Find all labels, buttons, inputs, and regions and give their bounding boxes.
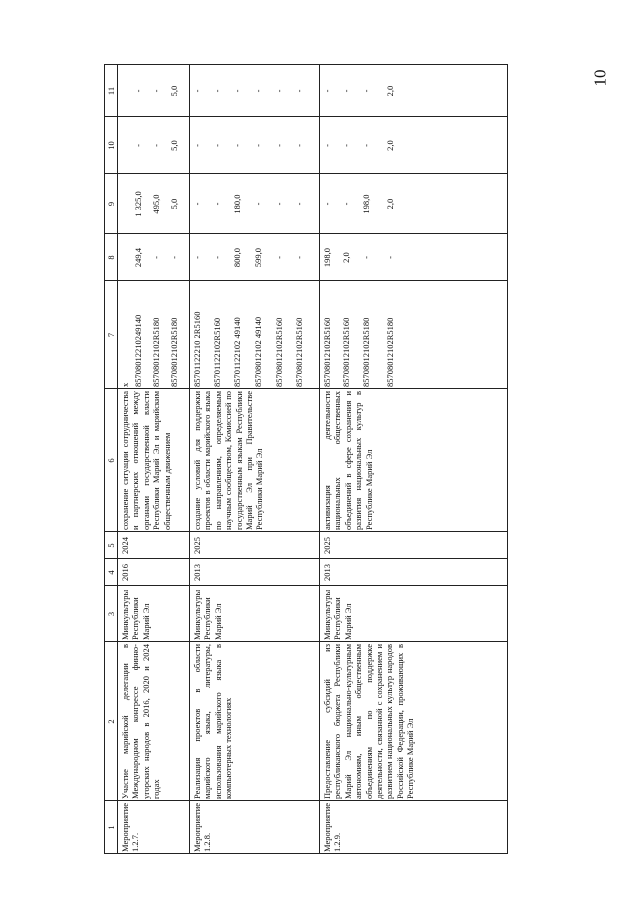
budget-value: - bbox=[274, 202, 284, 206]
budget-value: - bbox=[322, 89, 332, 93]
budget-value: - bbox=[212, 144, 222, 147]
budget-value: 495,0 bbox=[151, 194, 161, 214]
row-executor: Минкультуры Республики Марий Эл bbox=[120, 589, 151, 640]
budget-value: - bbox=[253, 89, 263, 93]
budget-value: - bbox=[151, 89, 161, 93]
row-end-year: 2025 bbox=[322, 537, 332, 554]
table-bottom-border bbox=[507, 64, 508, 854]
budget-value: 249,4 bbox=[133, 247, 143, 268]
budget-value: - bbox=[253, 202, 263, 206]
budget-value: - bbox=[151, 256, 161, 259]
budget-value: 800,0 bbox=[232, 247, 242, 268]
row-end-year: 2025 bbox=[192, 537, 202, 554]
budget-value: - bbox=[192, 256, 202, 259]
budget-value: - bbox=[212, 256, 222, 259]
budget-code: 85708012102R5160 bbox=[341, 317, 351, 387]
col-border-11 bbox=[104, 64, 508, 65]
budget-value: 2,0 bbox=[385, 198, 395, 210]
col-border-8 bbox=[104, 233, 508, 234]
budget-value: - bbox=[133, 89, 143, 93]
budget-value: - bbox=[192, 144, 202, 147]
budget-value: - bbox=[253, 144, 263, 147]
col-border-10 bbox=[104, 116, 508, 117]
col-border-0 bbox=[104, 853, 508, 854]
column-number: 1 bbox=[106, 825, 116, 830]
budget-code: 85708012102R5180 bbox=[169, 317, 179, 387]
table-top-border bbox=[104, 64, 105, 854]
budget-value: 5,0 bbox=[169, 198, 179, 210]
budget-value: - bbox=[341, 202, 351, 206]
budget-value: - bbox=[294, 89, 304, 93]
row-start-year: 2013 bbox=[322, 564, 332, 581]
column-number: 4 bbox=[106, 570, 116, 575]
row-start-year: 2013 bbox=[192, 564, 202, 581]
budget-value: - bbox=[341, 89, 351, 93]
row-end-year: 2024 bbox=[120, 537, 130, 554]
budget-code: 85708012102R5160 bbox=[294, 317, 304, 387]
budget-value: - bbox=[232, 89, 242, 93]
column-number: 9 bbox=[106, 201, 116, 207]
row-result: создание условий для поддержки проектов в области марийского языка по направлениям, определяемым научным сообществом, Комиссией по государственным языкам Республики Марий Эл при Правительстве Республики Марий Эл bbox=[192, 391, 265, 530]
budget-value: - bbox=[232, 144, 242, 147]
rotated-table bbox=[104, 64, 508, 854]
budget-value: - bbox=[274, 89, 284, 93]
row-start-year: 2016 bbox=[120, 564, 130, 581]
column-number: 11 bbox=[106, 86, 116, 96]
budget-value: 1 325,0 bbox=[133, 191, 143, 217]
budget-value: - bbox=[322, 144, 332, 147]
column-number: 10 bbox=[106, 141, 116, 150]
col-border-1 bbox=[104, 800, 508, 801]
budget-table bbox=[104, 64, 639, 852]
column-number: 6 bbox=[106, 458, 116, 463]
row-name: Предоставление субсидий из республиканского бюджета Республики Марий Эл национально-культурным автономиям, иным общественным объединениям по поддержке деятельности, связанной с сохранением и развитием национальных культур народов Российской Федерации, проживающих в Республике Марий Эл bbox=[322, 644, 416, 799]
column-number: 3 bbox=[106, 611, 116, 617]
budget-value: 5,0 bbox=[169, 85, 179, 97]
row-divider-1 bbox=[189, 64, 190, 854]
budget-value: 180,0 bbox=[232, 194, 242, 214]
budget-value: - bbox=[169, 256, 179, 259]
budget-code: 85708012102R5180 bbox=[151, 317, 161, 387]
column-number: 7 bbox=[106, 332, 116, 338]
col-border-9 bbox=[104, 173, 508, 174]
budget-value: 2,0 bbox=[385, 85, 395, 97]
budget-value: - bbox=[322, 202, 332, 206]
row-id: Мероприятие 1.2.8. bbox=[192, 802, 213, 852]
column-number: 5 bbox=[106, 543, 116, 548]
budget-code: 85708012102R5160 bbox=[322, 317, 332, 387]
budget-code: 85708012102R5180 bbox=[385, 317, 395, 387]
col-border-4 bbox=[104, 558, 508, 559]
budget-value: - bbox=[294, 256, 304, 259]
budget-value: 5,0 bbox=[169, 140, 179, 151]
budget-value: - bbox=[361, 89, 371, 93]
row-executor: Минкультуры Республики Марий Эл bbox=[322, 589, 353, 640]
budget-value: - bbox=[133, 144, 143, 147]
budget-code: 85701122210 2R5160 bbox=[192, 311, 202, 387]
budget-value: 599,0 bbox=[253, 247, 263, 268]
budget-value: - bbox=[361, 144, 371, 147]
budget-code: 85708012102R5160 bbox=[274, 317, 284, 387]
column-number: 8 bbox=[106, 255, 116, 260]
budget-value: 2,0 bbox=[385, 140, 395, 151]
row-name: Участие марийской делегации в Международном конгрессе финно-угорских народов в 2016, 2020 и 2024 годах bbox=[120, 644, 162, 799]
budget-value: - bbox=[361, 256, 371, 259]
page-number: 10 bbox=[590, 69, 610, 87]
budget-code: 85708012102R5180 bbox=[361, 317, 371, 387]
budget-value: - bbox=[274, 256, 284, 259]
row-executor: Минкультуры Республики Марий Эл bbox=[192, 589, 223, 640]
row-id: Мероприятие 1.2.7. bbox=[120, 802, 141, 852]
budget-value: - bbox=[294, 202, 304, 206]
budget-value: - bbox=[294, 144, 304, 147]
budget-value: - bbox=[212, 89, 222, 93]
budget-value: - bbox=[192, 89, 202, 93]
budget-code: 85708012210249140 bbox=[133, 314, 143, 387]
budget-value: - bbox=[192, 202, 202, 206]
column-number: 2 bbox=[106, 719, 116, 724]
col-border-7 bbox=[104, 280, 508, 281]
budget-value: - bbox=[212, 202, 222, 206]
budget-value: 2,0 bbox=[341, 252, 351, 263]
row-result: активизация деятельности национальных общественных объединений в сфере сохранения и развития национальных культур в Республике Марий Эл bbox=[322, 391, 374, 530]
header-bottom-border bbox=[117, 64, 118, 854]
budget-code: 85708012102 49140 bbox=[253, 316, 263, 387]
row-name: Реализация проектов в области марийского языка, литературы, использования марийского языка в компьютерных технологиях bbox=[192, 644, 234, 799]
row-id: Мероприятие 1.2.9. bbox=[322, 802, 343, 852]
row-divider-2 bbox=[319, 64, 320, 854]
col-border-3 bbox=[104, 585, 508, 586]
budget-value: - bbox=[385, 256, 395, 259]
budget-code: 85701122102 49140 bbox=[232, 317, 242, 387]
budget-value: 198,0 bbox=[361, 194, 371, 214]
x-mark: x bbox=[120, 382, 130, 387]
budget-value: - bbox=[274, 144, 284, 147]
row-result: сохранение ситуации сотрудничества и партнерских отношений между органами государственной власти Республики Марий Эл и марийским общественным движением bbox=[120, 391, 172, 530]
budget-value: - bbox=[341, 144, 351, 147]
budget-value: 198,0 bbox=[322, 247, 332, 268]
budget-value: - bbox=[151, 144, 161, 147]
budget-code: 85701122102R5160 bbox=[212, 317, 222, 387]
col-border-2 bbox=[104, 641, 508, 642]
